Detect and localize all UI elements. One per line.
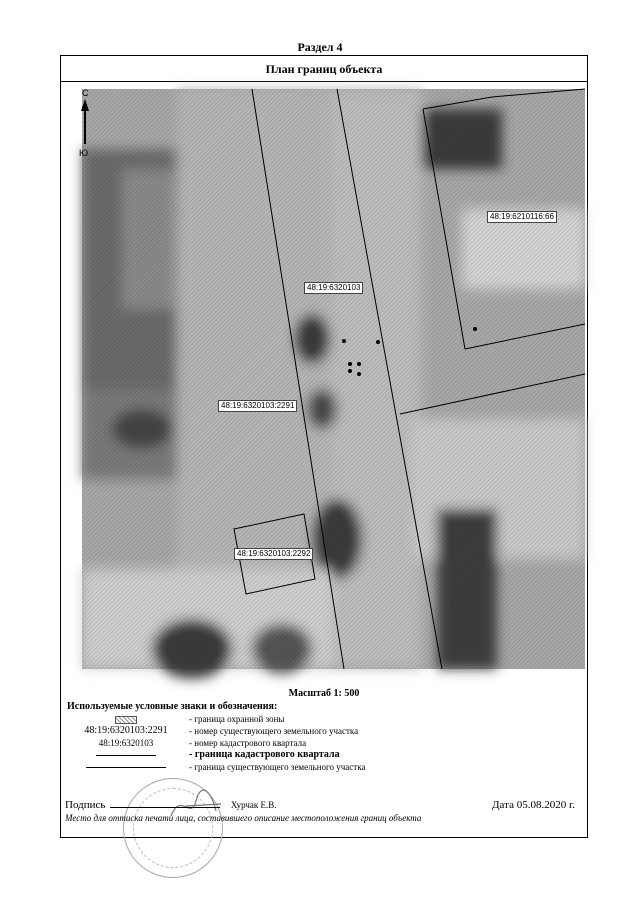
document-frame [60,55,588,838]
signature-line [110,807,220,808]
legend-item [61,737,587,749]
quarter-label-right: 48:19:6210116:66 [487,211,557,223]
plan-title: План границ объекта [61,56,587,82]
quarter-label-main: 48:19:6320103 [304,282,363,294]
legend-item [61,749,587,761]
legend-item [61,713,587,725]
map-view [79,88,585,669]
signer-name: Хурчак Е.В. [230,800,277,810]
legend-text: - номер существующего земельного участка [189,726,359,736]
legend-item [61,761,587,773]
section-title: Раздел 4 [297,40,343,54]
legend-text: - граница существующего земельного участка [189,762,366,772]
parcel-label-2292: 48:19:6320103:2292 [234,548,313,560]
quarter-boundary-symbol [67,749,185,761]
parcel-label-2291: 48:19:6320103:2291 [218,400,297,412]
legend-text: - граница охранной зоны [189,714,285,724]
scale-label: Масштаб 1: 500 [288,688,360,699]
signature-date: Дата 05.08.2020 г. [492,799,575,811]
signature-row [65,799,583,811]
stamp-place-note: Место для оттиска печати лица, составившего описание местоположения границ объекта [65,813,422,823]
parcel-boundary-symbol [67,761,185,773]
signature-label: Подпись [65,799,106,811]
legend-text: - граница кадастрового квартала [189,749,340,760]
compass-south-label: Ю [79,148,89,158]
aerial-photo [82,89,585,669]
legend-title: Используемые условные знаки и обозначения: [67,701,278,712]
legend-symbol-text: 48:19:6320103 [98,738,154,748]
legend-item [61,725,587,737]
legend-text: - номер кадастрового квартала [189,738,307,748]
compass-north-label: С [82,88,89,98]
legend-symbol-text: 48:19:6320103:2291 [84,725,168,736]
protection-zone-symbol [67,713,185,725]
